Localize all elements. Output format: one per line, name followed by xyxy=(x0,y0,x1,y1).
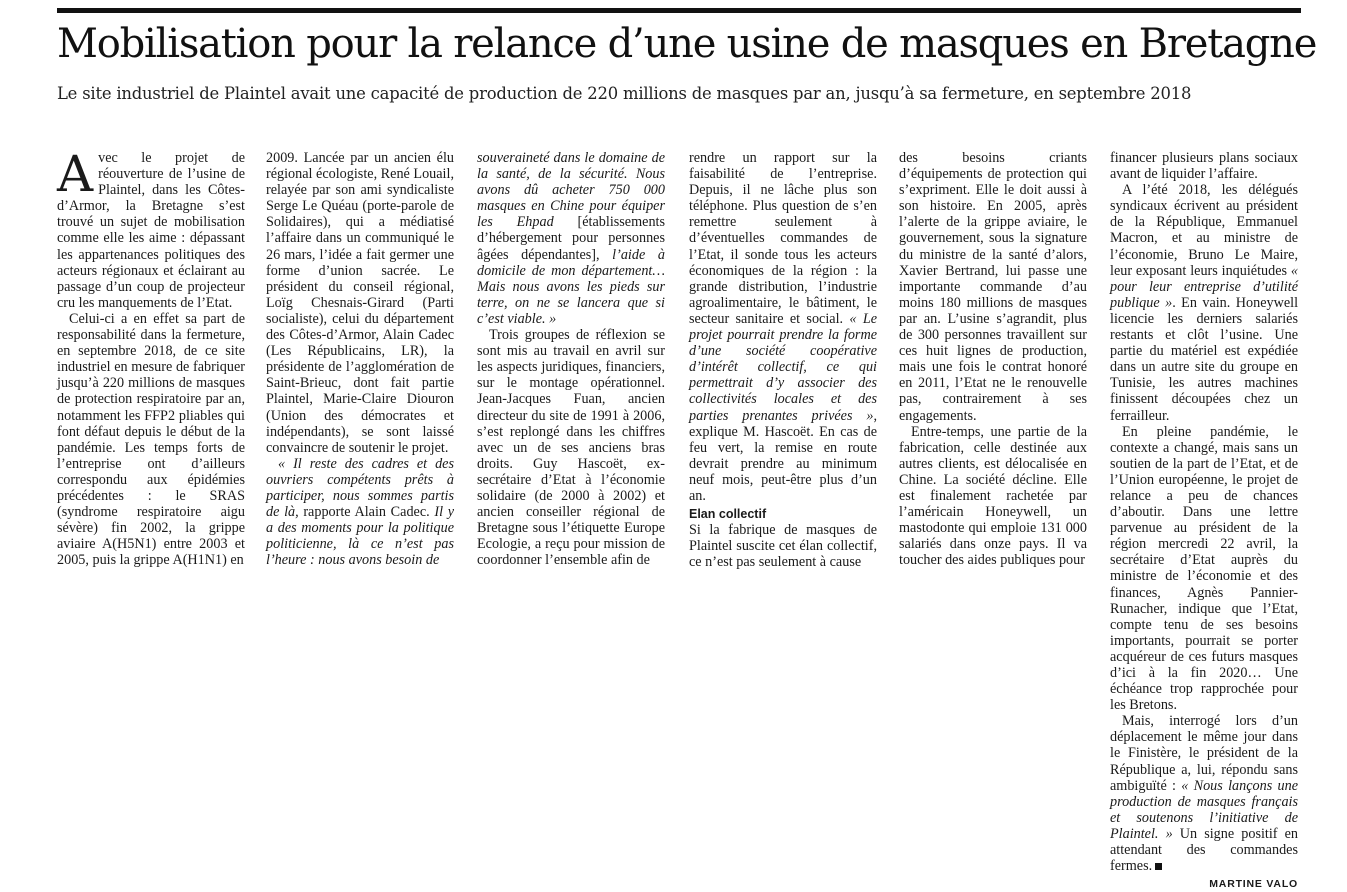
article-column-2 xyxy=(266,150,454,568)
headline: Mobilisation pour la relance d’une usine de masques en Bretagne xyxy=(57,21,1317,67)
paragraph-working-groups: Trois groupes de réflexion se sont mis au travail en avril sur les aspects juridiques, financiers, sur le montage opérationnel. Jean-Jacques Fuan, ancien directeur du site de 1991 à 2006, s’est replongé dans les chiffres avec un de ses anciens bras droits. Guy Hascoët, ex-secrétaire d’Etat à l’économie solidaire (de 2000 à 2002) et ancien conseiller régional de Bretagne sous l’étiquette Europe Ecologie, a reçu pour mission de coordonner l’ensemble afin de xyxy=(477,327,665,569)
paragraph-macron: Mais, interrogé lors d’un déplacement le même jour dans le Finistère, le président de la République a, lui, répondu sans ambiguïté : « Nous lançons une production de masques français et soutenons l’initiative de Plaintel. » Un signe positif en attendant des commandes fermes. xyxy=(1110,713,1299,875)
author-signature: MARTINE VALO xyxy=(1209,878,1298,891)
paragraph-decline: Entre-temps, une partie de la fabrication, celle destinée aux autres clients, est délocalisée en Chine. La société décline. Elle est finalement rachetée par l’américain Honeywell, un mastodonte qui emploie 131 000 salariés dans onze pays. Il va toucher des aides publiques pour xyxy=(899,423,1087,569)
drop-cap: A xyxy=(57,145,94,203)
article-column-4 xyxy=(689,150,877,570)
top-rule xyxy=(57,8,1301,13)
paragraph-quote-cadec: « Il reste des cadres et des ouvriers compétents prêts à participer, nous sommes partis de là, rapporte Alain Cadec. Il y a des moments pour la politique politicienne, là ce n’est pas l’heure : nous avons besoin de xyxy=(266,455,454,569)
paragraph-working-groups: rendre un rapport sur la faisabilité de l’entreprise. Depuis, il ne lâche plus son téléphone. Plus question de s’en remettre seulement à d’éventuelles commandes de l’Etat, il sonde tous les acteurs économiques de la région : la grande distribution, l’industrie agroalimentaire, le bâtiment, le secteur sanitaire et social. « Le projet pourrait prendre la forme d’une société coopérative d’intérêt collectif, ce qui permettrait d’y associer des collectivités locales et des parties prenantes privées », explique M. Hascoët. En cas de feu vert, la remise en route devrait prendre au minimum neuf mois, peut-être plus d’un an. xyxy=(689,150,878,504)
subhead: Elan collectif xyxy=(689,507,767,522)
paragraph-decline: financer plusieurs plans sociaux avant de liquider l’affaire. xyxy=(1110,150,1298,183)
article-column-3 xyxy=(477,150,665,568)
paragraph-responsibility: 2009. Lancée par un ancien élu régional écologiste, René Louail, relayée par son ami syndicaliste Serge Le Quéau (porte-parole de Solidaires), qui a médiatisé l’affaire dans un communiqué le 26 mars, l’idée a fait germer une forme d’union sacrée. Le président du conseil régional, Loïg Chesnais-Girard (Parti socialiste), celui du département des Côtes-d’Armor, Alain Cadec (Les Républicains, LR), la présidente de l’agglomération de Saint-Brieuc, dont fait partie Plaintel, Marie-Claire Diouron (Union des démocrates et indépendants), se sont laissé convaincre de soutenir le projet. xyxy=(266,150,454,456)
paragraph-unions: A l’été 2018, les délégués syndicaux écrivent au président de la République, Emmanuel Macron, et au ministre de l’économie, Bruno Le Maire, leur exposant leurs inquiétudes « pour leur entreprise d’utilité publique ». En vain. Honeywell licencie les derniers salariés restants et clôt l’usine. Une partie du matériel est expédiée dans un autre site du groupe en Tunisie, les autres machines finissent découpées chez un ferrailleur. xyxy=(1110,182,1299,424)
paragraph-history: des besoins criants d’équipements de protection qui s’expriment. Elle le doit aussi à son histoire. En 2005, après l’alerte de la grippe aviaire, le gouvernement, sous la signature du ministre de la santé d’alors, Xavier Bertrand, lui passe une importante commande d’au moins 180 millions de masques par an. L’usine s’agrandit, plus de 300 personnes travaillent sur ces huit lignes de production, mais une fois le contrat honoré en 2011, l’Etat ne le renouvelle pas, contrairement à ses engagements. xyxy=(899,150,1087,424)
paragraph-pandemic: En pleine pandémie, le contexte a changé, mais sans un soutien de la part de l’Etat, et de l’Union européenne, le projet de relance a peu de chances d’aboutir. Dans une lettre parvenue au président de la région mercredi 22 avril, la secrétaire d’Etat auprès du ministre de l’économie et des finances, Agnès Pannier-Runacher, indique que l’Etat, compte tenu de ses besoins importants, pourrait se porter acquéreur de ces futurs masques d’ici à la fin 2020… Une échéance trop rapprochée pour les Bretons. xyxy=(1110,423,1298,714)
paragraph-quote-cadec: souveraineté dans le domaine de la santé, de la sécurité. Nous avons dû acheter 750 000 masques en Chine pour équiper les Ehpad [établissements d’hébergement pour personnes âgées dépendantes], l’aide à domicile de mon département… Mais nous avons les pieds sur terre, on ne se lancera que si c’est viable. » xyxy=(477,150,665,327)
paragraph-history: Si la fabrique de masques de Plaintel suscite cet élan collectif, ce n’est pas seulement à cause xyxy=(689,522,877,571)
paragraph-intro: Avec le projet de réouverture de l’usine de Plaintel, dans les Côtes-d’Armor, la Bretagne s’est trouvé un sujet de mobilisation comme elle les aime : dépassant les appartenances politiques des acteurs régionaux et éclairant au passage d’un coup de projecteur cru les manquements de l’Etat. xyxy=(57,145,245,311)
article-column-1 xyxy=(57,145,245,569)
article-column-5 xyxy=(899,150,1087,568)
article-column-6 xyxy=(1110,150,1298,892)
paragraph-responsibility: Celui-ci a en effet sa part de responsabilité dans la fermeture, en septembre 2018, de ce site industriel en mesure de fabriquer jusqu’à 220 millions de masques de protection respiratoire par an, notamment les FFP2 pliables qui font défaut depuis le début de la pandémie. Les temps forts de l’entreprise ont d’ailleurs correspondu aux épidémies précédentes : le SRAS (syndrome respiratoire aigu sévère) fin 2002, la grippe aviaire A(H5N1) entre 2003 et 2005, puis la grippe A(H1N1) en xyxy=(57,310,245,569)
end-mark xyxy=(1155,863,1162,870)
standfirst: Le site industriel de Plaintel avait une capacité de production de 220 millions de masques par an, jusqu’à sa fermeture, en septembre 2018 xyxy=(57,84,1192,103)
